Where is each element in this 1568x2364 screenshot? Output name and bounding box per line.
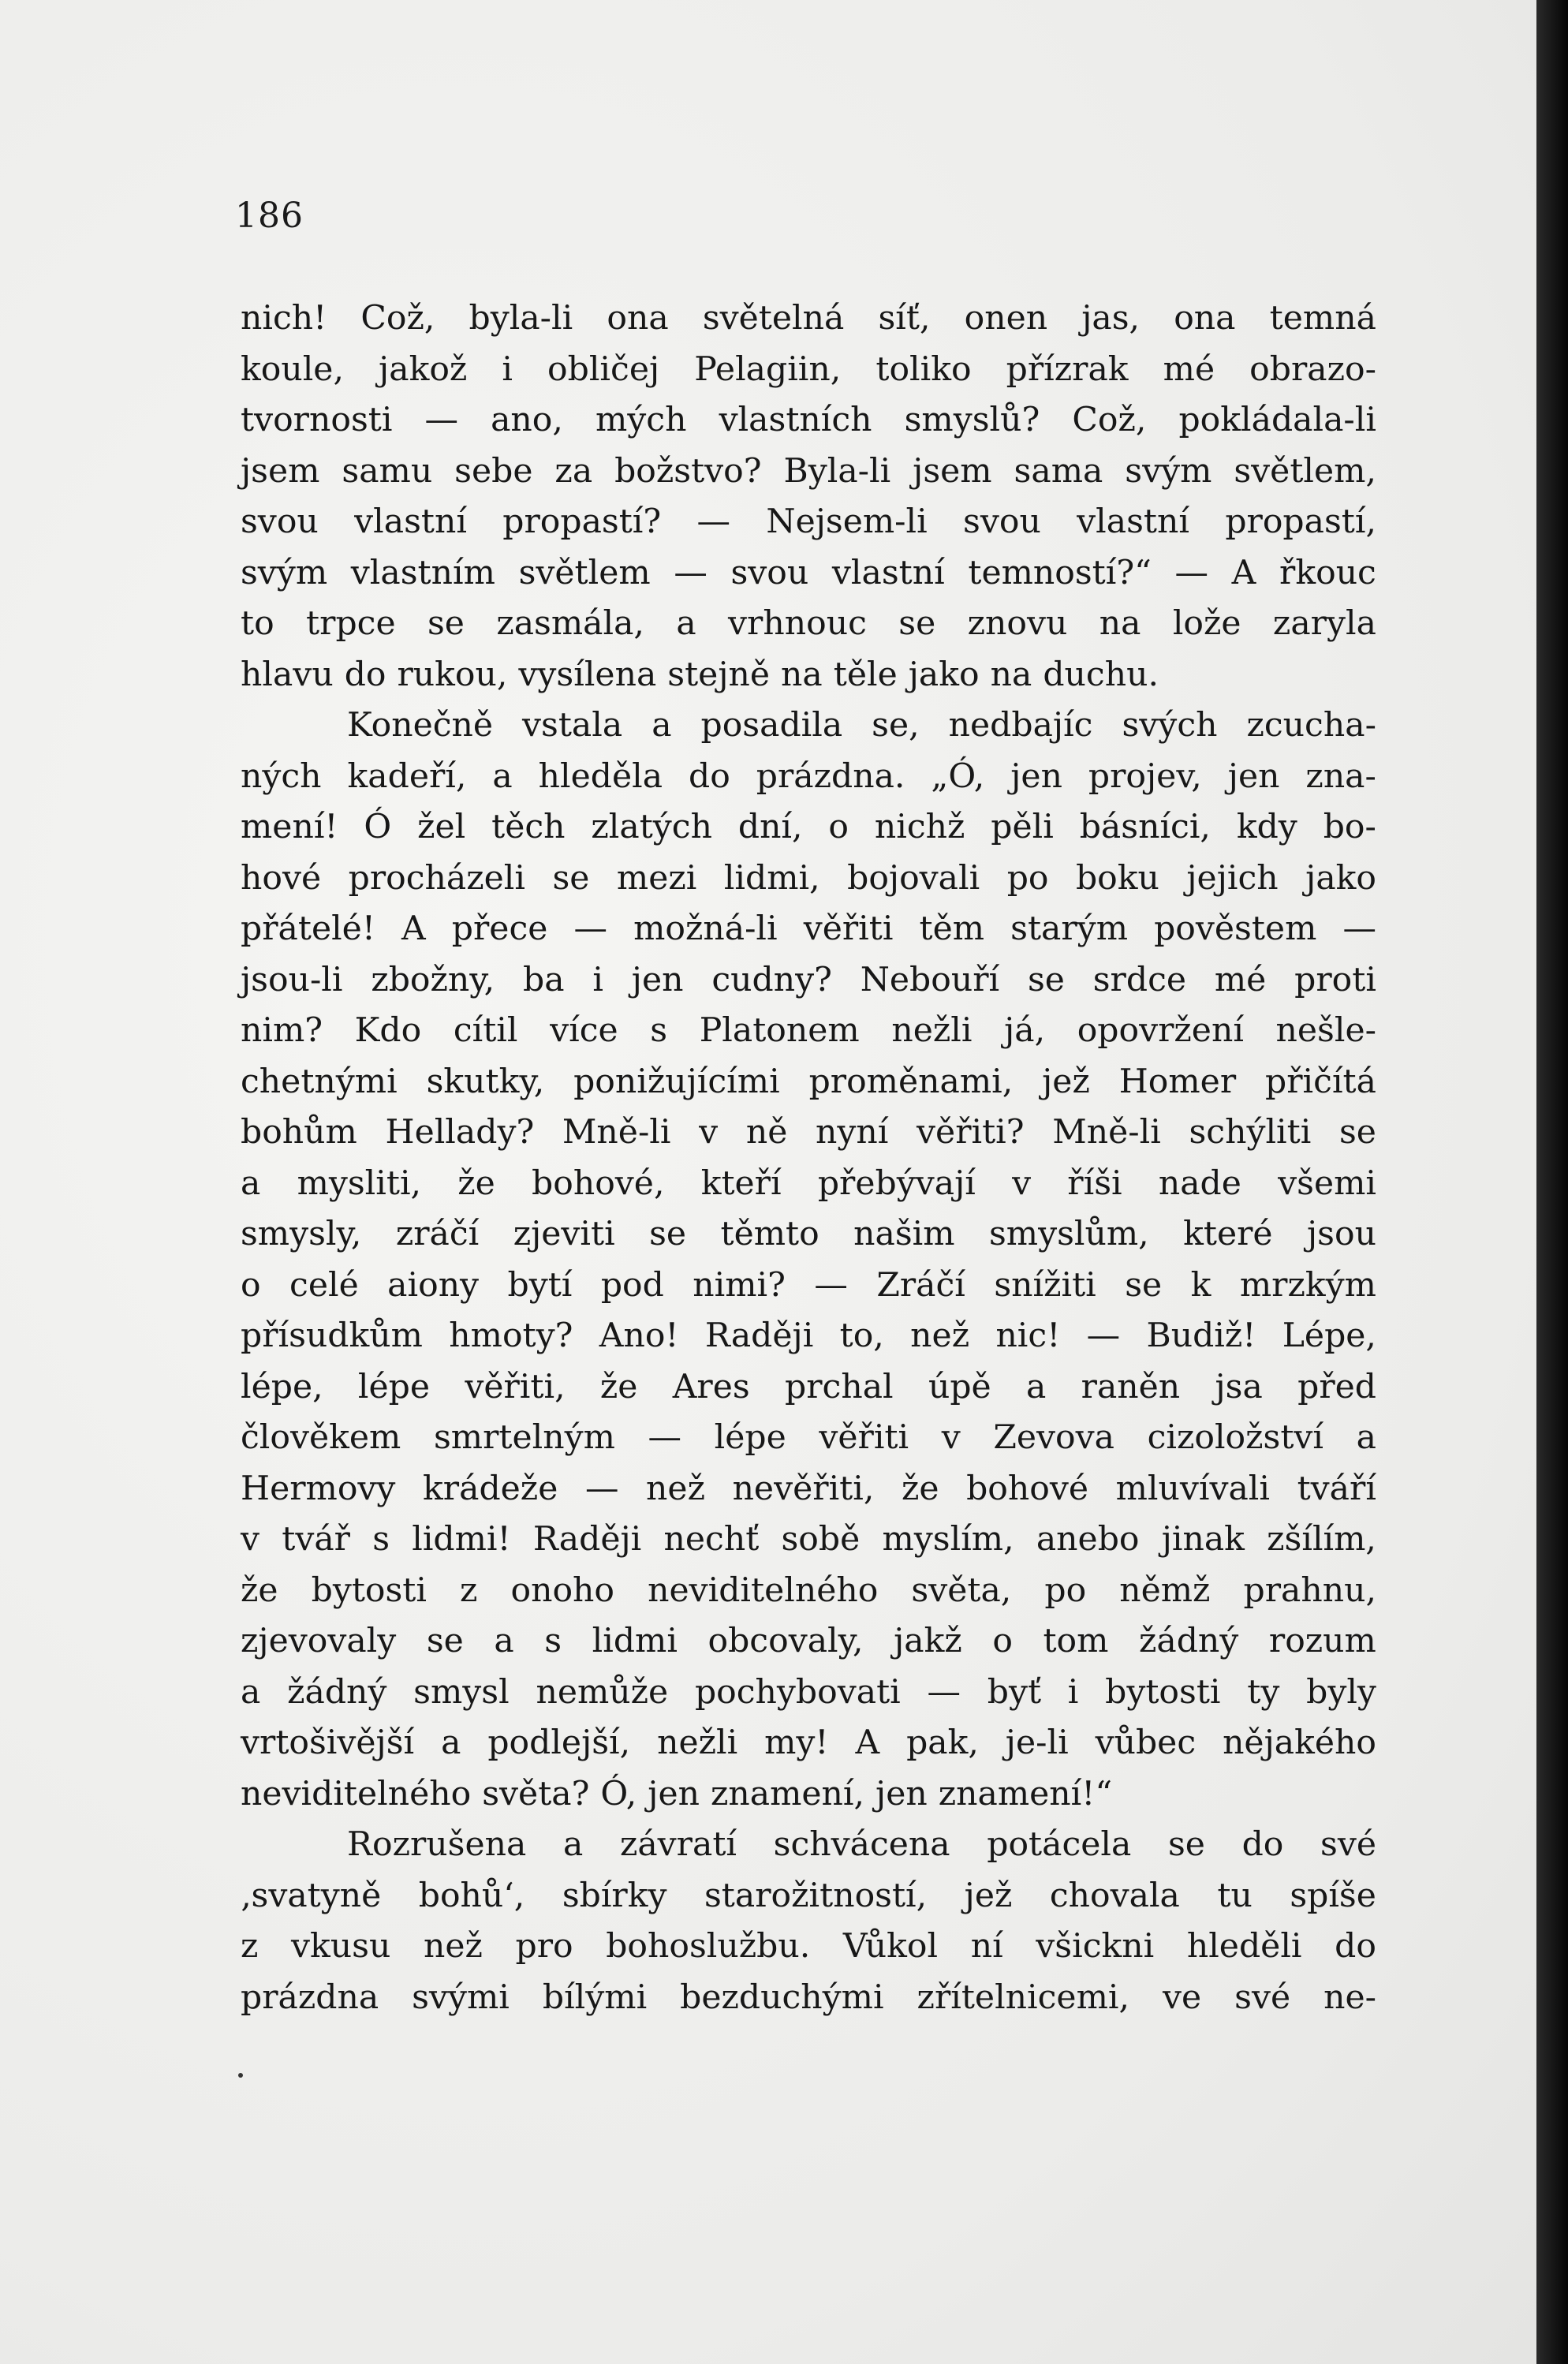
text-line: chetnými skutky, ponižujícími proměnami, jež Homer přičítá [241,1062,1376,1101]
body-text [241,293,1376,2023]
text-line: nich! Což, byla-li ona světelná síť, onen jas, ona temná [241,299,1376,338]
text-line: ‚svatyně bohů‘, sbírky starožitností, jež chovala tu spíše [241,1876,1376,1915]
text-line: lépe, lépe věřiti, že Ares prchal úpě a raněn jsa před [241,1367,1376,1406]
text-line: svou vlastní propastí? — Nejsem-li svou vlastní propastí, [241,502,1376,541]
text-line: koule, jakož i obličej Pelagiin, toliko přízrak mé obrazo- [241,349,1376,389]
text-line: jsou-li zbožny, ba i jen cudny? Nebouří se srdce mé proti [241,960,1376,999]
text-line: mení! Ó žel těch zlatých dní, o nichž pěli básníci, kdy bo- [241,808,1376,846]
text-line: tvornosti — ano, mých vlastních smyslů? Což, pokládala-li [241,401,1376,439]
page-number: 186 [235,196,304,236]
text-line: vrtošivější a podlejší, nežli my! A pak, je-li vůbec nějakého [241,1724,1376,1762]
text-line: přísudkům hmoty? Ano! Raději to, než nic! — Budiž! Lépe, [241,1316,1376,1355]
text-line: svým vlastním světlem — svou vlastní temností?“ — A řkouc [241,553,1376,592]
text-line: prázdna svými bílými bezduchými zřítelnicemi, ve své ne- [241,1977,1376,2017]
text-line: smysly, zráčí zjeviti se těmto našim smyslům, které jsou [241,1215,1376,1253]
text-line: o celé aiony bytí pod nimi? — Zráčí snížiti se k mrzkým [241,1265,1376,1305]
page-edge-shadow [1536,0,1568,2364]
text-line: že bytosti z onoho neviditelného světa, po němž prahnu, [241,1570,1376,1610]
text-line: jsem samu sebe za božstvo? Byla-li jsem sama svým světlem, [241,451,1376,491]
text-line: a mysliti, že bohové, kteří přebývají v říši nade všemi [241,1163,1376,1203]
text-line: Rozrušena a závratí schvácena potácela se do své [347,1825,1376,1864]
text-line: přátelé! A přece — možná-li věřiti těm starým pověstem — [241,909,1376,948]
text-line: neviditelného světa? Ó, jen znamení, jen znamení!“ [241,1774,1113,1813]
text-line: hlavu do rukou, vysílena stejně na těle jako na duchu. [241,655,1159,694]
text-line: a žádný smysl nemůže pochybovati — byť i bytosti ty byly [241,1672,1376,1712]
text-line: v tvář s lidmi! Raději nechť sobě myslím, anebo jinak zšílím, [241,1520,1376,1559]
text-line: Konečně vstala a posadila se, nedbajíc svých zcucha- [347,706,1376,745]
text-line: člověkem smrtelným — lépe věřiti v Zevova cizoložství a [241,1418,1376,1457]
text-line: bohům Hellady? Mně-li v ně nyní věřiti? Mně-li schýliti se [241,1113,1376,1152]
text-line: to trpce se zasmála, a vrhnouc se znovu na lože zaryla [241,604,1376,643]
text-line: Hermovy krádeže — než nevěřiti, že bohové mluvívali tváří [241,1469,1376,1508]
ink-speck [238,2073,243,2078]
text-line: z vkusu než pro bohoslužbu. Vůkol ní všickni hleděli do [241,1927,1376,1966]
text-line: hové procházeli se mezi lidmi, bojovali po boku jejich jako [241,858,1376,898]
text-line: ných kadeří, a hleděla do prázdna. „Ó, jen projev, jen zna- [241,756,1376,796]
text-line: nim? Kdo cítil více s Platonem nežli já, opovržení nešle- [241,1011,1376,1050]
text-line: zjevovaly se a s lidmi obcovaly, jakž o tom žádný rozum [241,1622,1376,1660]
